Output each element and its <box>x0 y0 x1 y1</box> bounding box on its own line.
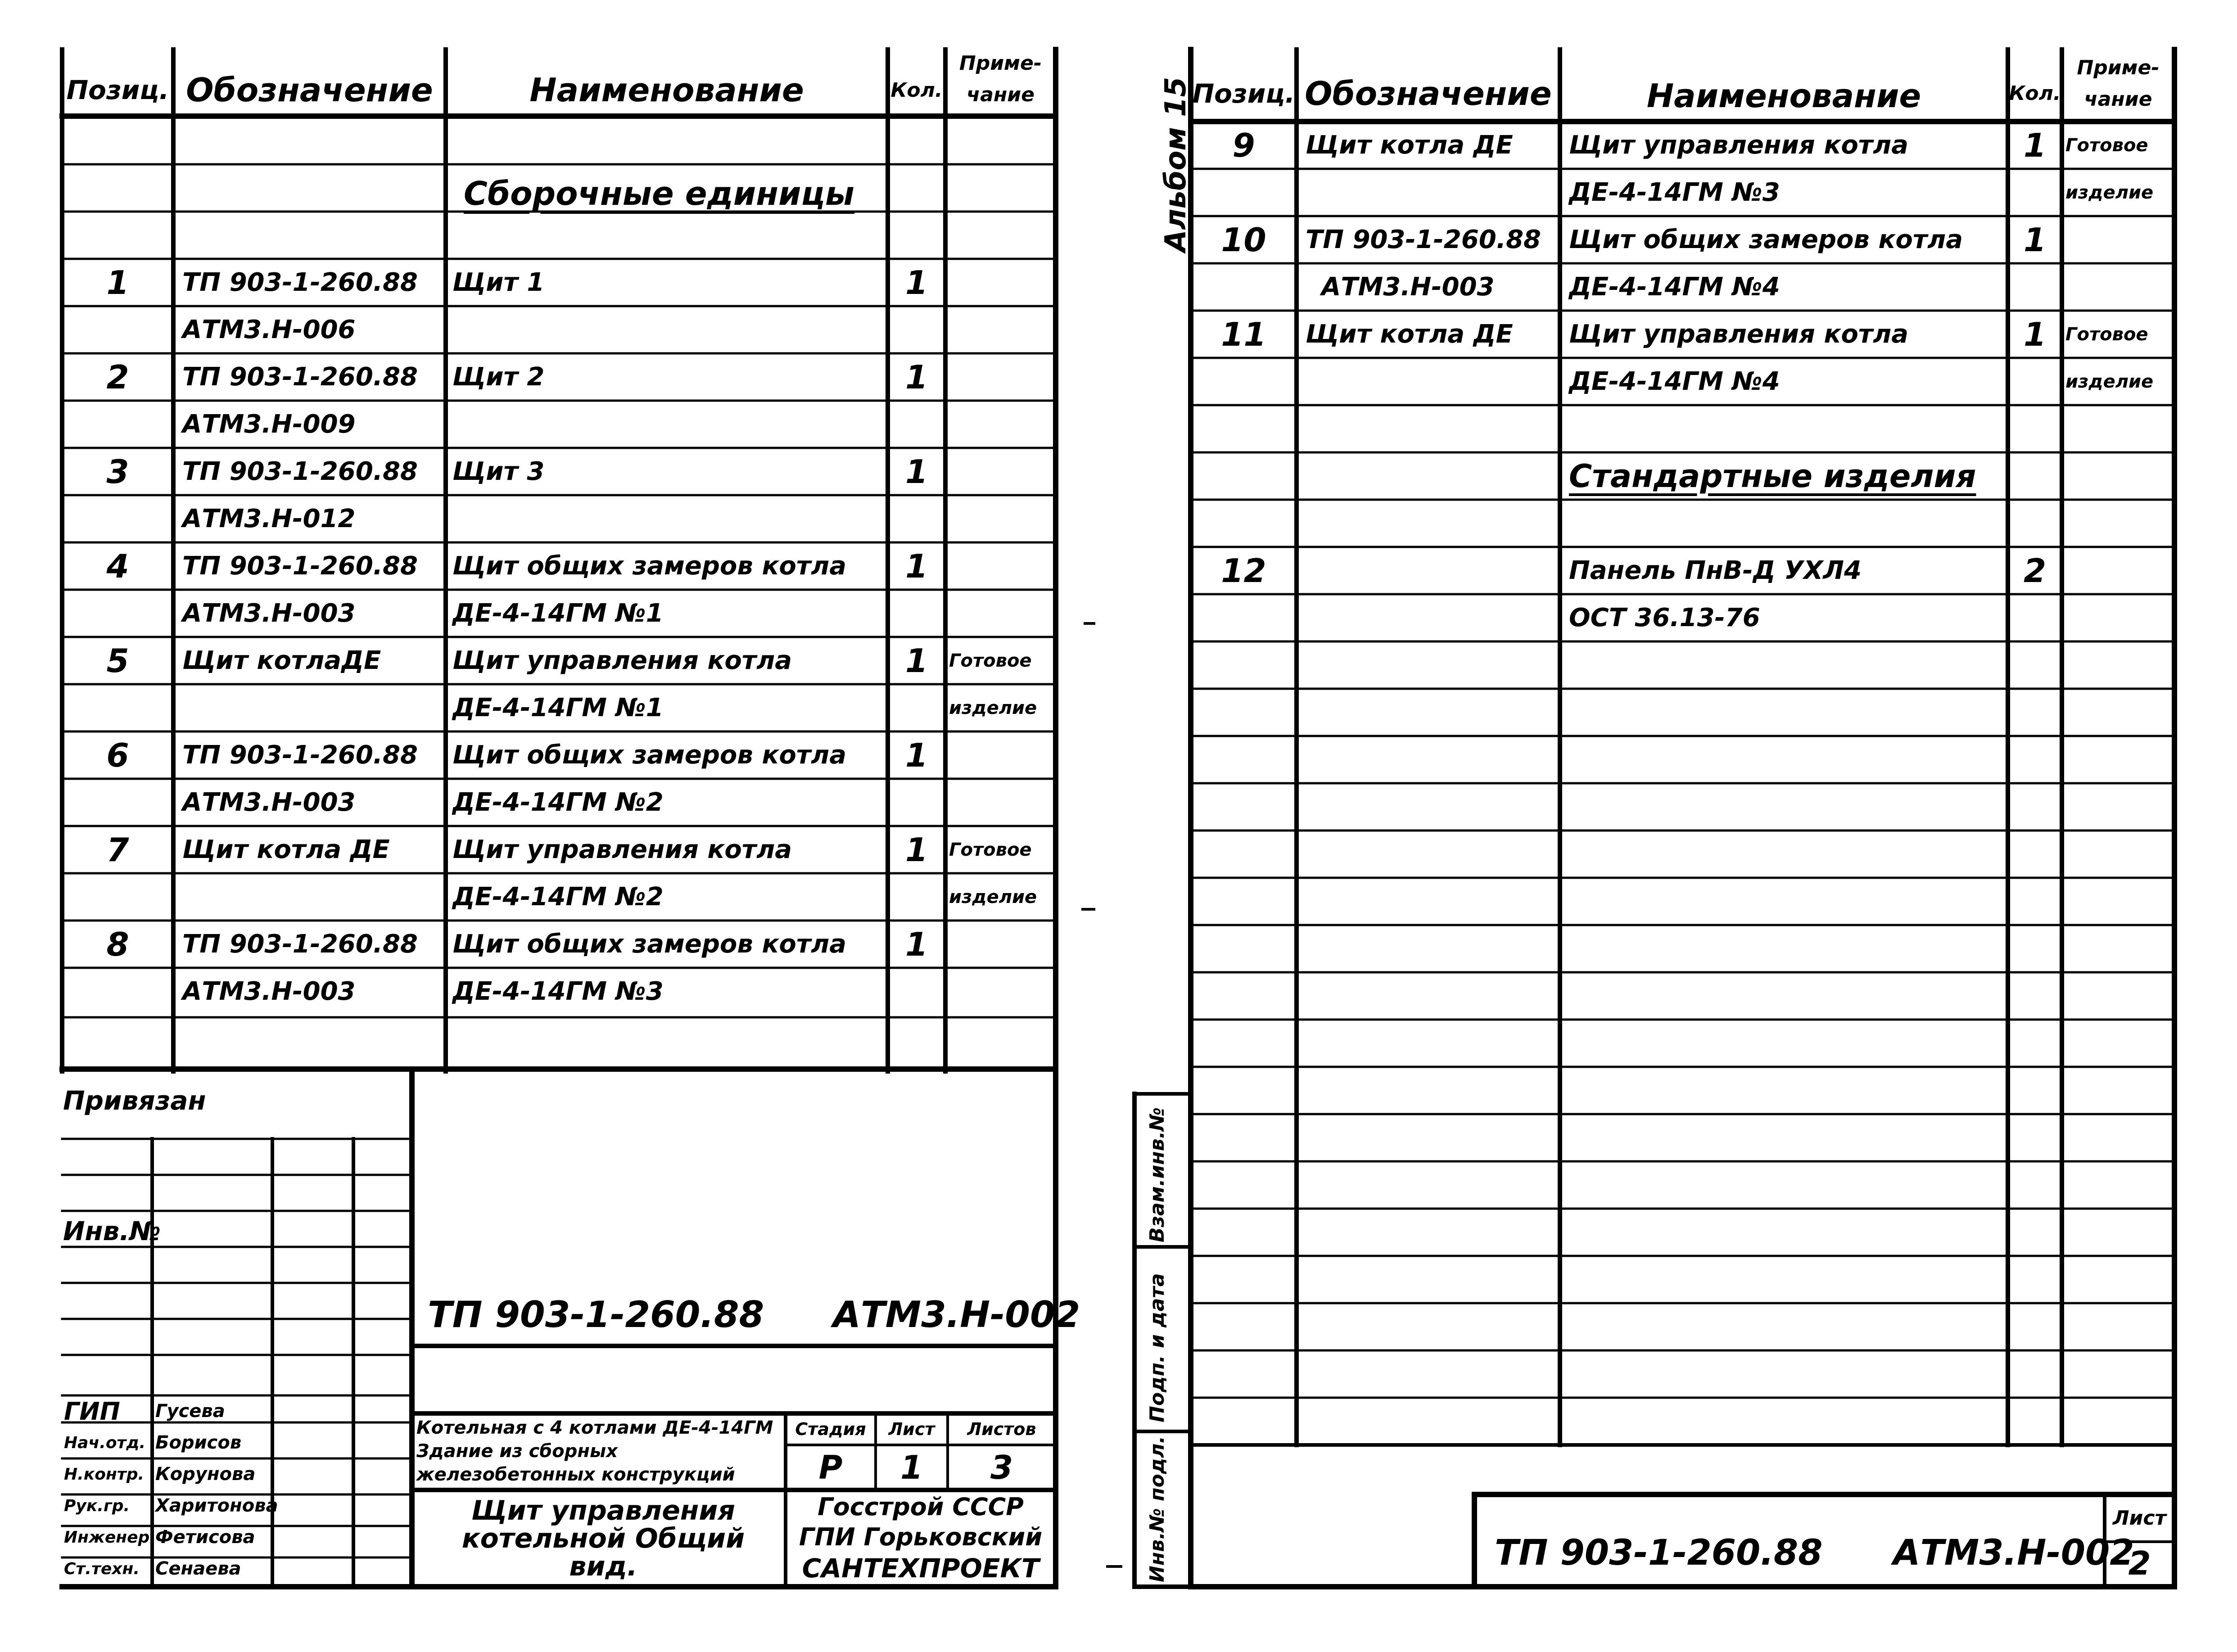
row-position: 10 <box>1221 221 1266 259</box>
row-designation-line1: Щит котла ДЕ <box>1306 320 1513 349</box>
header-designation: Обозначение <box>186 71 433 109</box>
row-note-line1: Готовое <box>949 650 1032 671</box>
row-position: 3 <box>106 452 129 491</box>
row-quantity: 1 <box>2023 221 2047 259</box>
r-header-note-line1: Приме- <box>2077 56 2160 79</box>
row-name-line1: Щит управления котла <box>1569 131 1909 160</box>
row-name-line1: Щит общих замеров котла <box>1569 225 1963 254</box>
row-designation-line2: АТМ3.Н-003 <box>182 977 356 1006</box>
row-position: 11 <box>1221 315 1266 353</box>
row-position: 2 <box>106 358 129 396</box>
inv-no-label: Инв.№ <box>63 1216 161 1246</box>
role-person: Борисов <box>155 1432 242 1453</box>
row-designation-line1: ТП 903-1-260.88 <box>182 268 418 297</box>
list-value: 1 <box>900 1449 923 1486</box>
role-title: Рук.гр. <box>64 1496 130 1515</box>
row-position: 9 <box>1232 126 1255 164</box>
row-name-line1: Щит общих замеров котла <box>452 551 847 581</box>
row-name-line2: ДЕ-4-14ГМ №4 <box>1569 272 1780 302</box>
row-quantity: 1 <box>905 547 928 585</box>
footer-list-value: 2 <box>2128 1544 2151 1582</box>
r-header-name: Наименование <box>1646 77 1921 115</box>
row-designation-line2: АТМ3.Н-009 <box>182 410 356 439</box>
row-designation-line2: АТМ3.Н-003 <box>182 788 356 817</box>
listov-label: Листов <box>967 1419 1036 1439</box>
row-note-line2: изделие <box>949 886 1037 907</box>
row-note-line2: изделие <box>2065 371 2154 392</box>
row-designation-line1: ТП 903-1-260.88 <box>182 740 418 770</box>
role-person: Харитонова <box>155 1495 278 1516</box>
title-doc-code-right: АТМ3.Н-002 <box>833 1293 1080 1336</box>
row-name-line1: Щит 1 <box>452 268 545 297</box>
privyazan-label: Привязан <box>63 1085 206 1116</box>
row-position: 6 <box>106 736 129 774</box>
row-name-line1: Щит управления котла <box>1569 320 1909 349</box>
row-position: 1 <box>106 263 129 302</box>
row-position: 8 <box>106 925 129 963</box>
role-person: Гусева <box>155 1401 225 1422</box>
row-quantity: 1 <box>2023 126 2047 164</box>
row-name-line2: ДЕ-4-14ГМ №3 <box>1569 178 1780 207</box>
header-qty: Кол. <box>890 78 943 102</box>
listov-value: 3 <box>990 1449 1013 1486</box>
row-quantity: 1 <box>905 641 928 680</box>
role-person: Корунова <box>155 1464 256 1485</box>
album-label: Альбом 15 <box>1159 77 1193 252</box>
row-name-line1: Щит общих замеров котла <box>452 930 847 959</box>
row-name-line2: ОСТ 36.13-76 <box>1569 603 1760 632</box>
r-header-pos: Позиц. <box>1192 78 1295 109</box>
sheet-title: Щит управления котельной Общий вид. <box>461 1494 745 1582</box>
row-name-line1: Щит 3 <box>452 457 545 486</box>
role-person: Сенаева <box>155 1558 241 1579</box>
row-quantity: 1 <box>905 452 928 491</box>
org-line-1: Госстрой СССР <box>818 1493 1024 1521</box>
row-designation-line1: Щит котла ДЕ <box>1306 131 1513 160</box>
footer-code-right: АТМ3.Н-002 <box>1893 1533 2134 1573</box>
org-line-3: САНТЕХПРОЕКТ <box>802 1553 1039 1584</box>
row-designation-line1: ТП 903-1-260.88 <box>182 457 418 486</box>
row-name-line2: ДЕ-4-14ГМ №1 <box>452 599 664 628</box>
row-designation-line2: АТМ3.Н-003 <box>182 599 356 628</box>
row-designation-line1: ТП 903-1-260.88 <box>182 930 418 959</box>
row-designation-line1: ТП 903-1-260.88 <box>1306 225 1541 254</box>
row-name-line1: Щит 2 <box>452 362 545 392</box>
section-standard-products: Стандартные изделия <box>1569 457 1976 495</box>
row-name-line1: Щит управления котла <box>452 646 792 675</box>
r-header-designation: Обозначение <box>1305 74 1552 113</box>
row-position: 5 <box>106 641 129 680</box>
row-position: 7 <box>106 831 129 869</box>
row-quantity: 1 <box>905 263 928 302</box>
row-designation-line1: Щит котла ДЕ <box>182 835 390 864</box>
role-title: Инженер <box>64 1528 150 1547</box>
title-doc-code-left: ТП 903-1-260.88 <box>428 1293 764 1336</box>
stadia-value: Р <box>818 1449 843 1486</box>
role-person: Фетисова <box>155 1527 255 1548</box>
side-label-podp: Подп. и дата <box>1146 1273 1169 1422</box>
row-designation-line1: ТП 903-1-260.88 <box>182 551 418 581</box>
side-label-vzam: Взам.инв.№ <box>1146 1107 1169 1242</box>
row-quantity: 2 <box>2023 551 2047 590</box>
row-quantity: 1 <box>905 358 928 396</box>
row-name-line2: ДЕ-4-14ГМ №4 <box>1569 367 1780 396</box>
row-name-line1: Панель ПнВ-Д УХЛ4 <box>1569 556 1862 585</box>
r-header-note-line2: чание <box>2084 87 2152 111</box>
row-name-line2: ДЕ-4-14ГМ №2 <box>452 882 664 912</box>
row-note-line2: изделие <box>949 697 1037 718</box>
role-title: ГИП <box>64 1397 120 1426</box>
row-note-line1: Готовое <box>2065 135 2148 156</box>
org-line-2: ГПИ Горьковский <box>799 1523 1043 1551</box>
row-name-line2: ДЕ-4-14ГМ №1 <box>452 693 664 722</box>
row-note-line2: изделие <box>2065 182 2154 203</box>
row-note-line1: Готовое <box>949 839 1032 860</box>
header-name: Наименование <box>529 71 804 109</box>
row-name-line1: Щит общих замеров котла <box>452 740 847 770</box>
header-note-line1: Приме- <box>959 51 1042 75</box>
row-quantity: 1 <box>2023 315 2047 353</box>
row-name-line1: Щит управления котла <box>452 835 792 864</box>
header-pos: Позиц. <box>66 75 169 105</box>
row-designation-line1: Щит котлаДЕ <box>182 646 381 675</box>
row-designation-line1: ТП 903-1-260.88 <box>182 362 418 392</box>
row-note-line1: Готовое <box>2065 324 2148 345</box>
side-label-inv: Инв.№ подл. <box>1146 1435 1169 1582</box>
row-designation-line2: АТМ3.Н-006 <box>182 315 356 344</box>
role-title: Ст.техн. <box>64 1559 140 1578</box>
row-quantity: 1 <box>905 736 928 774</box>
row-quantity: 1 <box>905 831 928 869</box>
footer-code-left: ТП 903-1-260.88 <box>1495 1533 1823 1573</box>
footer-list-label: Лист <box>2113 1507 2166 1530</box>
row-name-line2: ДЕ-4-14ГМ №2 <box>452 788 664 817</box>
row-designation-line2: АТМ3.Н-012 <box>182 504 356 533</box>
r-header-qty: Кол. <box>2009 82 2061 105</box>
section-assembly-units: Сборочные единицы <box>464 175 854 212</box>
role-title: Н.контр. <box>64 1465 145 1484</box>
row-designation-line2: АТМ3.Н-003 <box>1321 272 1495 302</box>
object-name: Котельная с 4 котлами ДЕ-4-14ГМ Здание из сборных железобетонных конструкций <box>416 1417 773 1485</box>
row-name-line2: ДЕ-4-14ГМ №3 <box>452 977 664 1006</box>
role-title: Нач.отд. <box>64 1433 146 1452</box>
list-label: Лист <box>888 1419 935 1439</box>
stadia-label: Стадия <box>795 1419 866 1439</box>
header-note-line2: чание <box>967 83 1035 106</box>
row-quantity: 1 <box>905 925 928 963</box>
row-position: 4 <box>106 547 129 585</box>
row-position: 12 <box>1221 551 1266 590</box>
